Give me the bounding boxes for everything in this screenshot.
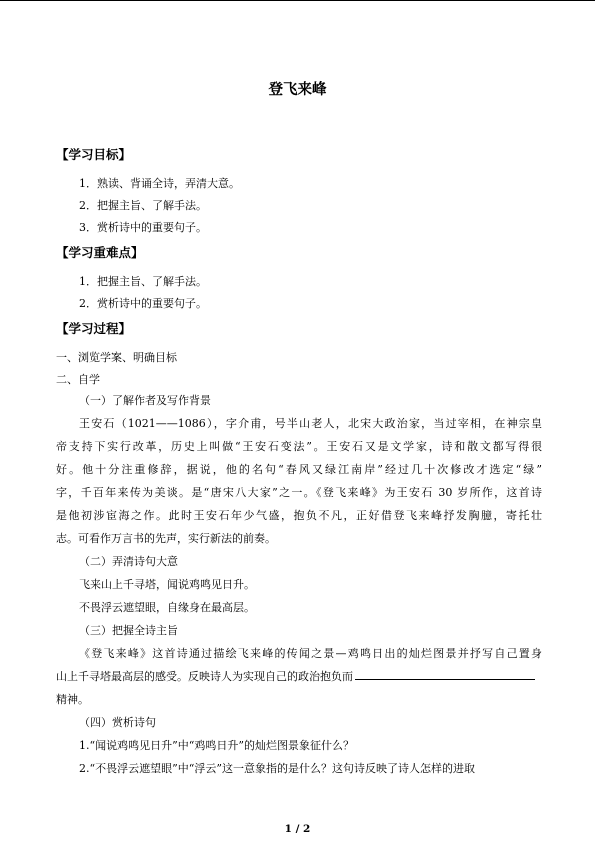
difficulty-item-1: 1．把握主旨、了解手法。 [79, 275, 207, 288]
part2-heading: （二）弄清诗句大意 [79, 555, 178, 568]
part3-line-2 [56, 668, 535, 684]
page-number: 1 / 2 [284, 823, 311, 835]
difficulty-item-2: 2．赏析诗中的重要句子。 [79, 297, 207, 310]
part1-line-4: 字，千百年来传为美谈。是“唐宋八大家”之一。《登飞来峰》为王安石 30 岁所作，这首诗 [56, 486, 542, 499]
part3-heading: （三）把握全诗主旨 [79, 624, 178, 637]
part1-line-3: 好。他十分注重修辞，据说，他的名句“春风又绿江南岸”经过几十次修改才选定“绿” [56, 463, 542, 476]
page-title: 登飞来峰 [268, 82, 327, 98]
process-step-2: 二、自学 [56, 373, 100, 386]
part1-heading: （一）了解作者及写作背景 [79, 394, 211, 407]
poem-line-2: 不畏浮云遮望眼，自缘身在最高层。 [79, 601, 255, 614]
part4-heading: （四）赏析诗句 [79, 716, 156, 729]
part1-line-6: 志。可看作万言书的先声，实行新法的前奏。 [56, 532, 276, 545]
goal-item-3: 3．赏析诗中的重要句子。 [79, 221, 207, 234]
process-heading: 【学习过程】 [56, 321, 132, 336]
process-step-1: 一、浏览学案、明确目标 [56, 351, 177, 364]
question-1: 1.“闻说鸡鸣见日升”中“鸡鸣日升”的灿烂图景象征什么？ [79, 739, 354, 752]
part3-line-2-text: 山上千寻塔最高层的感受。反映诗人为实现自己的政治抱负而 [56, 670, 353, 683]
goal-item-1: 1．熟读、背诵全诗，弄清大意。 [79, 177, 240, 190]
question-2: 2.“不畏浮云遮望眼”中“浮云”这一意象指的是什么？这句诗反映了诗人怎样的进取 [79, 762, 475, 775]
part1-line-1: 王安石（1021——1086），字介甫，号半山老人，北宋大政治家，当过宰相，在神宗皇 [79, 417, 542, 430]
goals-heading: 【学习目标】 [56, 147, 132, 162]
part1-line-5: 是他初涉宦海之作。此时王安石年少气盛，抱负不凡，正好借登飞来峰抒发胸臆，寄托壮 [56, 509, 542, 522]
part3-line-3: 精神。 [56, 693, 89, 706]
part1-line-2: 帝支持下实行改革，历史上叫做“王安石变法”。王安石又是文学家，诗和散文都写得很 [56, 440, 542, 453]
part3-line-1: 《登飞来峰》这首诗通过描绘飞来峰的传闻之景—鸡鸣日出的灿烂图景并抒写自己置身 [79, 647, 542, 660]
goal-item-2: 2．把握主旨、了解手法。 [79, 199, 207, 212]
page-top-border [0, 0, 595, 1]
fill-in-blank[interactable] [355, 668, 535, 680]
difficulties-heading: 【学习重难点】 [56, 245, 144, 260]
poem-line-1: 飞来山上千寻塔，闻说鸡鸣见日升。 [79, 578, 255, 591]
